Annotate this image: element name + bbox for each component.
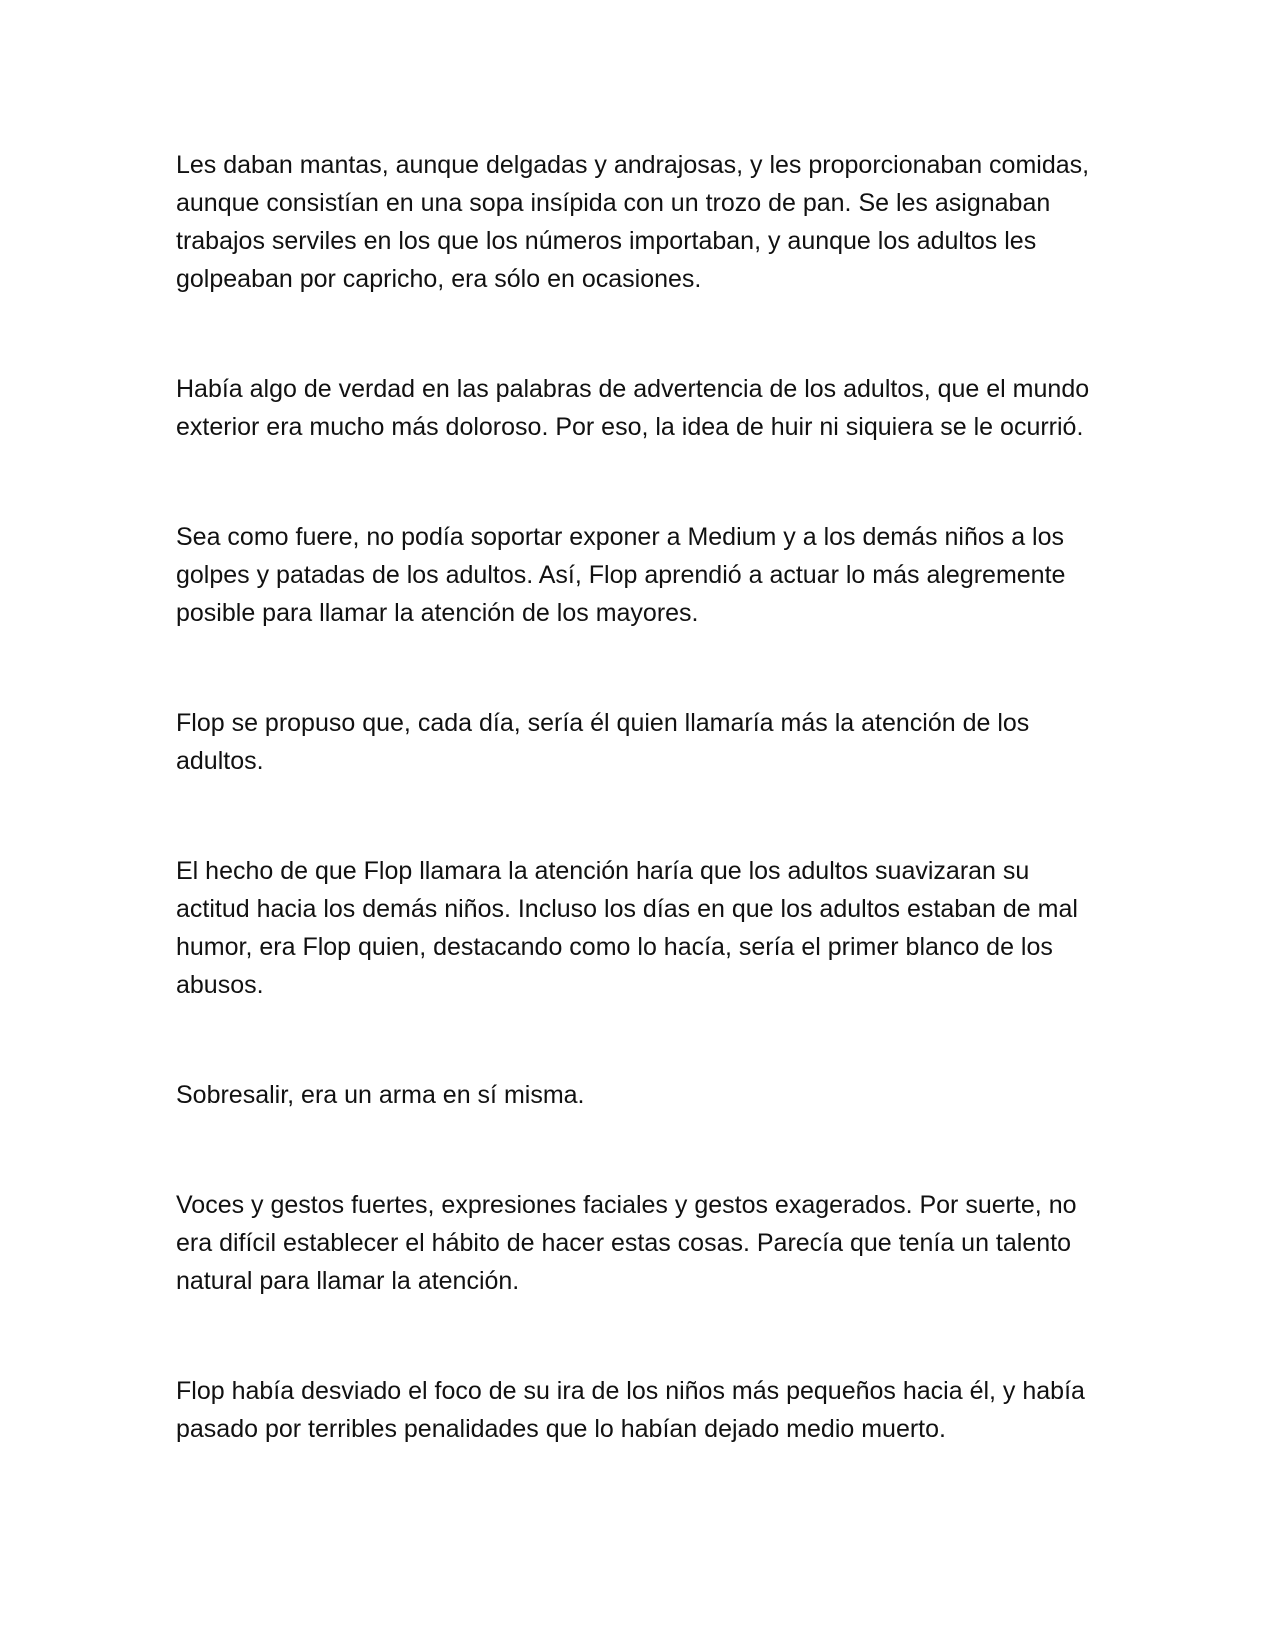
paragraph-2: Había algo de verdad en las palabras de advertencia de los adultos, que el mundo exterior era mucho más doloroso. Por eso, la idea de huir ni siquiera se le ocurrió. [176, 375, 1090, 441]
paragraph-7: Voces y gestos fuertes, expresiones faciales y gestos exagerados. Por suerte, no era difícil establecer el hábito de hacer estas cosas. Parecía que tenía un talento natural para llamar la atención. [176, 1191, 1077, 1295]
paragraph-6: Sobresalir, era un arma en sí misma. [176, 1081, 585, 1109]
paragraph-3: Sea como fuere, no podía soportar exponer a Medium y a los demás niños a los golpes y patadas de los adultos. Así, Flop aprendió a actuar lo más alegremente posible para llamar la atención de los mayores. [176, 523, 1066, 627]
body-text [176, 146, 1096, 1448]
paragraph-5: El hecho de que Flop llamara la atención haría que los adultos suavizaran su actitud hacia los demás niños. Incluso los días en que los adultos estaban de mal humor, era Flop quien, destacando como lo hacía, sería el primer blanco de los abusos. [176, 857, 1078, 999]
paragraph-4: Flop se propuso que, cada día, sería él quien llamaría más la atención de los adultos. [176, 709, 1030, 775]
paragraph-1: Les daban mantas, aunque delgadas y andrajosas, y les proporcionaban comidas, aunque consistían en una sopa insípida con un trozo de pan. Se les asignaban trabajos serviles en los que los números importaban, y aunque los adultos les golpeaban por capricho, era sólo en ocasiones. [176, 151, 1090, 293]
paragraph-8: Flop había desviado el foco de su ira de los niños más pequeños hacia él, y había pasado por terribles penalidades que lo habían dejado medio muerto. [176, 1377, 1085, 1443]
